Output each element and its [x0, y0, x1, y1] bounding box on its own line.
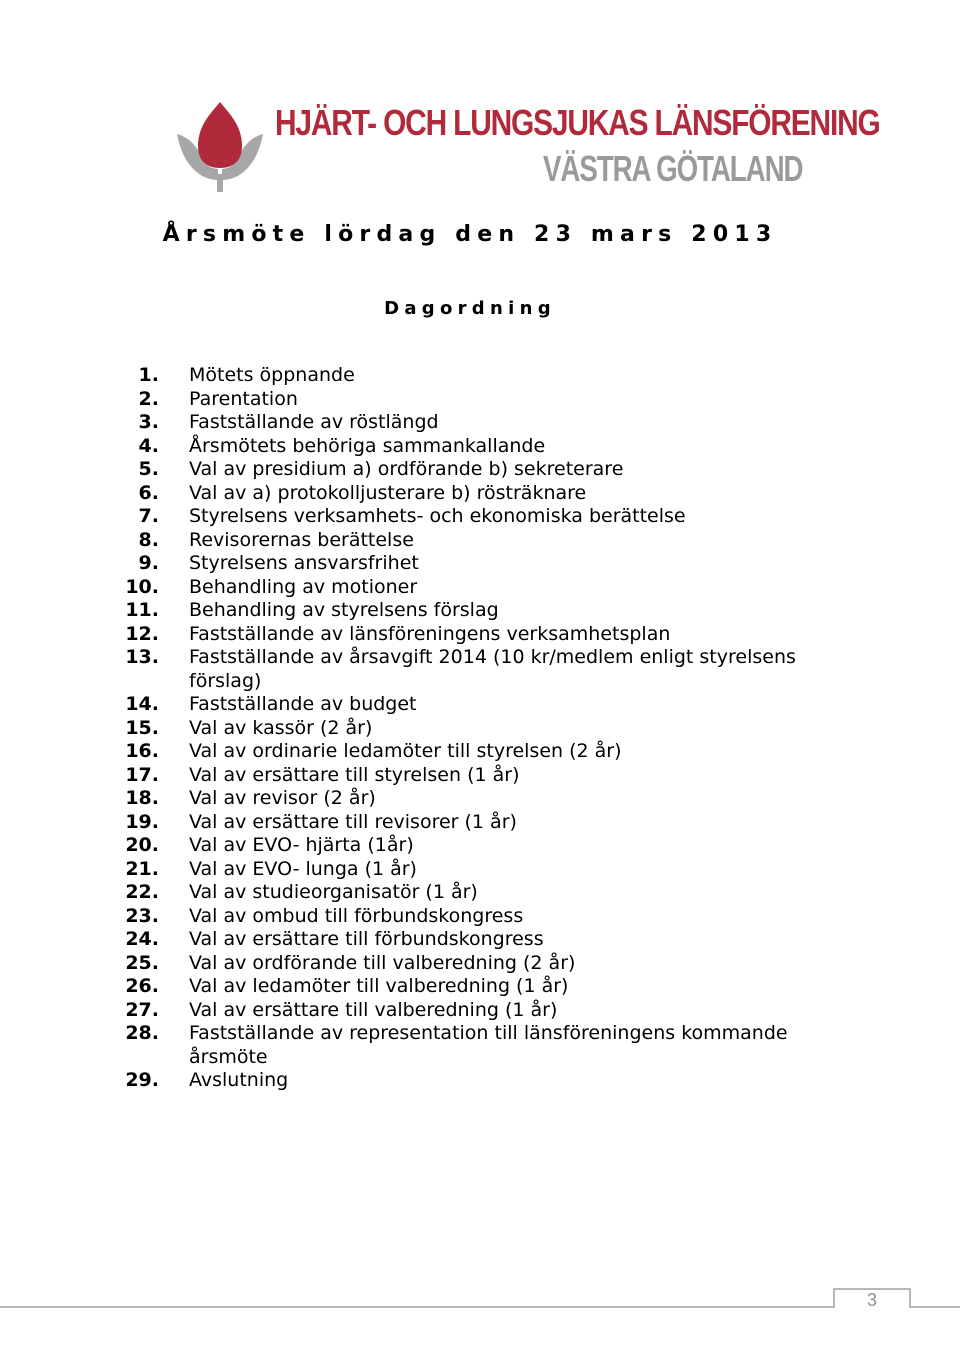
agenda-item-number: 17.: [125, 763, 159, 786]
agenda-list: [100, 364, 840, 1093]
agenda-item-number: 8.: [138, 528, 159, 551]
agenda-item: [100, 364, 840, 388]
agenda-item-text: Årsmötets behöriga sammankallande: [189, 434, 546, 457]
agenda-item-number: 28.: [125, 1022, 159, 1044]
logo-title: HJÄRT- OCH LUNGSJUKAS LÄNSFÖRENING: [275, 102, 880, 143]
agenda-item-text: Val av ersättare till valberedning (1 år): [189, 998, 558, 1021]
agenda-item: [100, 482, 840, 506]
agenda-item-text: Val av presidium a) ordförande b) sekreterare: [189, 458, 624, 480]
agenda-item: [100, 952, 840, 976]
agenda-item-number: 29.: [125, 1069, 159, 1091]
agenda-item-number: 26.: [125, 975, 159, 997]
agenda-item-number: 13.: [125, 646, 159, 668]
agenda-item-text: Parentation: [189, 387, 298, 410]
logo-subtitle: VÄSTRA GÖTALAND: [543, 148, 803, 189]
agenda-item: [100, 599, 840, 623]
agenda-item: [100, 905, 840, 929]
agenda-item-number: 24.: [125, 928, 159, 950]
agenda-item-number: 6.: [138, 481, 159, 504]
agenda-item-number: 16.: [125, 740, 159, 762]
agenda-item-number: 3.: [138, 411, 159, 433]
agenda-item-text: Val av ersättare till revisorer (1 år): [189, 810, 517, 833]
agenda-item: [100, 505, 840, 529]
agenda-item-number: 9.: [138, 552, 159, 574]
agenda-item-number: 23.: [125, 904, 159, 927]
agenda-item-text: Val av ombud till förbundskongress: [189, 904, 524, 927]
agenda-item: [100, 693, 840, 717]
agenda-item: [100, 717, 840, 741]
agenda-item: [100, 552, 840, 576]
agenda-item-text: Val av ersättare till styrelsen (1 år): [189, 763, 520, 786]
agenda-item-number: 12.: [125, 622, 159, 645]
agenda-item-number: 22.: [125, 881, 159, 903]
agenda-item-text: Fastställande av länsföreningens verksamhetsplan: [189, 622, 671, 645]
agenda-item: [100, 999, 840, 1023]
agenda-item-number: 4.: [138, 434, 159, 457]
agenda-item-text: Behandling av styrelsens förslag: [189, 599, 499, 621]
agenda-item: [100, 764, 840, 788]
agenda-item: [100, 1069, 840, 1093]
agenda-item-text: Fastställande av årsavgift 2014 (10 kr/medlem enligt styrelsens förslag): [189, 646, 796, 692]
agenda-item-text: Val av ordinarie ledamöter till styrelsen (2 år): [189, 740, 622, 762]
agenda-item: [100, 1022, 840, 1069]
agenda-item-text: Avslutning: [189, 1069, 289, 1091]
agenda-item-text: Mötets öppnande: [189, 364, 355, 386]
agenda-item-text: Val av ledamöter till valberedning (1 år): [189, 975, 569, 997]
agenda-item-number: 25.: [125, 951, 159, 974]
agenda-item-number: 19.: [125, 810, 159, 833]
agenda-item: [100, 411, 840, 435]
agenda-item-text: Revisorernas berättelse: [189, 528, 414, 551]
agenda-item-text: Val av a) protokolljusterare b) rösträknare: [189, 481, 587, 504]
agenda-item-text: Styrelsens ansvarsfrihet: [189, 552, 419, 574]
agenda-item-number: 11.: [125, 599, 159, 621]
agenda-item-number: 1.: [138, 364, 159, 386]
agenda-item-number: 7.: [138, 505, 159, 527]
agenda-item-text: Val av revisor (2 år): [189, 787, 376, 809]
agenda-item-text: Fastställande av budget: [189, 693, 417, 715]
agenda-item-number: 18.: [125, 787, 159, 809]
agenda-item-number: 5.: [138, 458, 159, 480]
agenda-item-text: Val av studieorganisatör (1 år): [189, 881, 478, 903]
agenda-item-text: Val av EVO- lunga (1 år): [189, 857, 417, 880]
agenda-item: [100, 928, 840, 952]
agenda-item-text: Val av kassör (2 år): [189, 716, 373, 739]
agenda-item-number: 27.: [125, 998, 159, 1021]
agenda-item-text: Val av ersättare till förbundskongress: [189, 928, 544, 950]
agenda-item: [100, 787, 840, 811]
agenda-item-number: 21.: [125, 857, 159, 880]
agenda-item-number: 10.: [125, 575, 159, 598]
page-subtitle: Dagordning: [384, 298, 556, 319]
agenda-item: [100, 975, 840, 999]
agenda-item-text: Fastställande av representation till länsföreningens kommande årsmöte: [189, 1022, 788, 1068]
tulip-logo-icon: [174, 100, 266, 192]
agenda-item: [100, 811, 840, 835]
organization-logo: [174, 100, 880, 192]
agenda-item: [100, 623, 840, 647]
agenda-item-text: Fastställande av röstlängd: [189, 411, 439, 433]
page-title: Årsmöte lördag den 23 mars 2013: [162, 222, 778, 247]
agenda-item-number: 20.: [125, 834, 159, 856]
agenda-item-text: Val av ordförande till valberedning (2 år): [189, 951, 576, 974]
agenda-item: [100, 576, 840, 600]
agenda-item-text: Val av EVO- hjärta (1år): [189, 834, 414, 856]
agenda-item: [100, 388, 840, 412]
agenda-item: [100, 740, 840, 764]
agenda-item: [100, 529, 840, 553]
agenda-item: [100, 435, 840, 459]
agenda-item: [100, 646, 840, 693]
agenda-item-text: Styrelsens verksamhets- och ekonomiska berättelse: [189, 505, 686, 527]
agenda-item-number: 2.: [138, 387, 159, 410]
agenda-item-number: 15.: [125, 716, 159, 739]
agenda-item-number: 14.: [125, 693, 159, 715]
agenda-item: [100, 858, 840, 882]
agenda-item-text: Behandling av motioner: [189, 575, 418, 598]
page-number: 3: [866, 1290, 877, 1310]
agenda-item: [100, 834, 840, 858]
agenda-item: [100, 881, 840, 905]
agenda-item: [100, 458, 840, 482]
footer-page-frame: [0, 1286, 960, 1316]
